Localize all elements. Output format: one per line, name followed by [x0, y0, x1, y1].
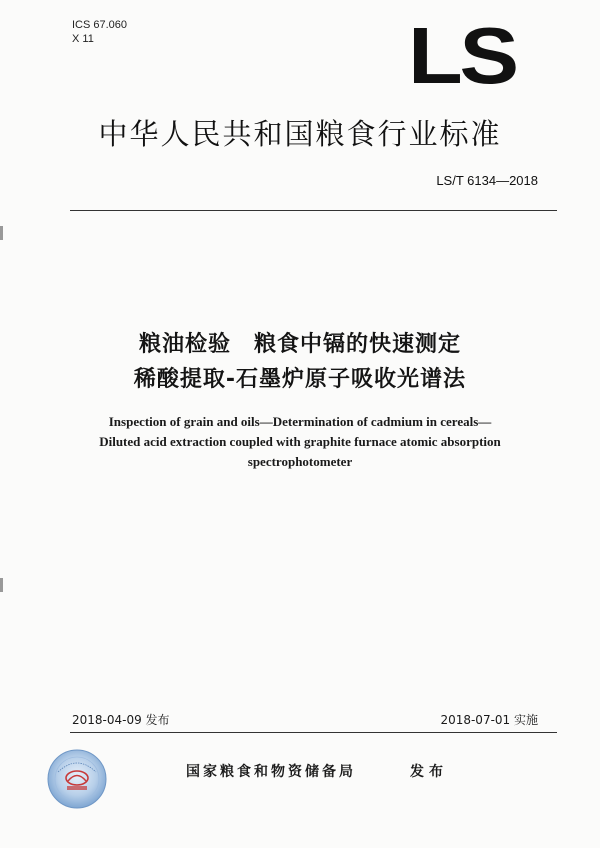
english-title-line-3: spectrophotometer	[247, 454, 353, 469]
standard-category-title: 中华人民共和国粮食行业标准	[98, 117, 502, 151]
issue-date: 2018-04-09 发布	[72, 713, 170, 727]
class-code: X 11	[72, 33, 94, 45]
implementation-date: 2018-07-01 实施	[440, 713, 538, 727]
publisher-name: 国家粮食和物资储备局	[186, 764, 356, 780]
english-title-line-1: Inspection of grain and oils—Determination of cadmium in cereals—	[108, 414, 492, 429]
chinese-title-line-1: 粮油检验 粮食中镉的快速测定	[138, 332, 461, 357]
ls-logo: LS	[408, 11, 516, 100]
margin-tick	[0, 578, 3, 592]
publish-label: 发布	[410, 764, 448, 780]
bottom-divider	[70, 732, 557, 733]
chinese-title-line-2: 稀酸提取-石墨炉原子吸收光谱法	[133, 367, 467, 392]
ics-code: ICS 67.060	[72, 19, 128, 31]
anti-counterfeit-seal-icon	[46, 748, 108, 810]
top-divider	[70, 210, 557, 211]
classification-codes	[72, 18, 127, 46]
english-title	[0, 412, 600, 472]
english-title-line-2: Diluted acid extraction coupled with graphite furnace atomic absorption	[99, 434, 501, 449]
standard-number: LS/T 6134—2018	[436, 173, 538, 188]
margin-tick	[0, 226, 3, 240]
